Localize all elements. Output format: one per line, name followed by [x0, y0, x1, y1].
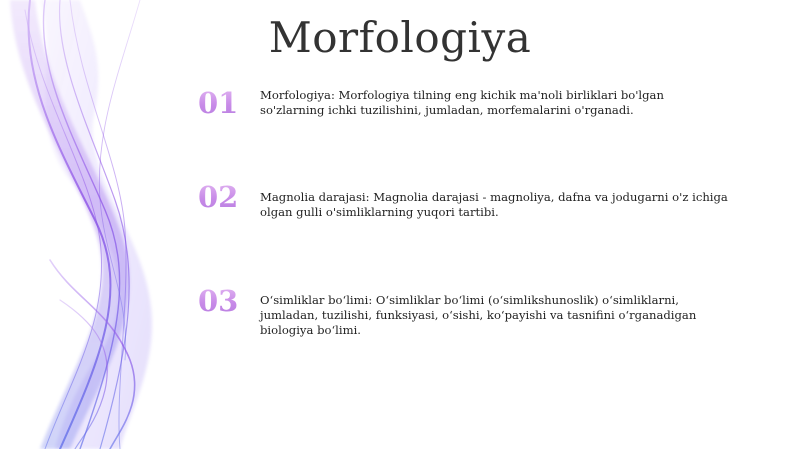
- slide-title: Morfologiya: [268, 13, 532, 62]
- item-number: 03: [198, 284, 246, 318]
- item-text: O‘simliklar bo‘limi: O‘simliklar bo‘limi (o‘simlikshunoslik) o‘simliklarni, jumladan, tuzilishi, funksiyasi, o‘sishi, ko‘payishi va tasnifini o‘rganadigan biologiya bo‘limi.: [260, 293, 697, 337]
- purple-smoke-wave-decoration: [0, 0, 200, 449]
- item-number: 02: [198, 180, 246, 214]
- item-number: 01: [198, 86, 246, 120]
- item-text: Morfologiya: Morfologiya tilning eng kichik ma'noli birliklari bo'lgan so'zlarning ichki tuzilishini, jumladan, morfemalarini o'rganadi.: [260, 88, 664, 117]
- item-text: Magnolia darajasi: Magnolia darajasi - magnoliya, dafna va jodugarni o'z ichiga olgan gulli o'simliklarning yuqori tartibi.: [260, 190, 728, 219]
